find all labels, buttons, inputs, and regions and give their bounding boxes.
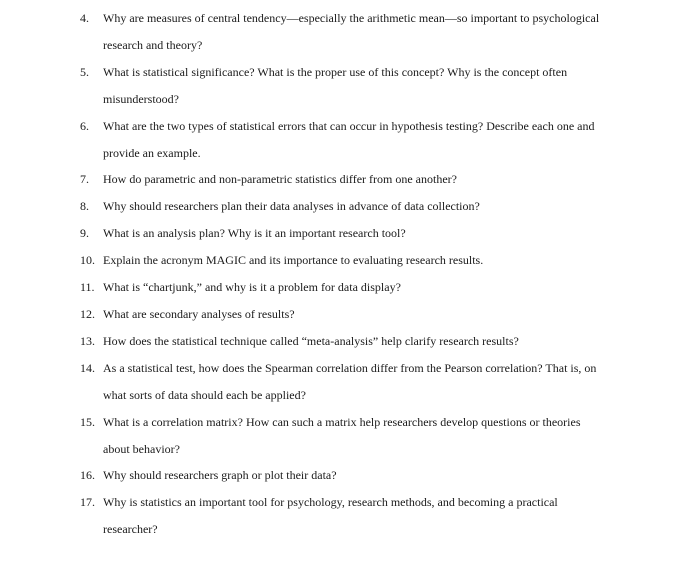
question-text: Explain the acronym MAGIC and its importance to evaluating research results.	[103, 253, 484, 268]
list-item	[80, 409, 605, 463]
question-number: 4.	[80, 11, 89, 25]
list-item	[80, 220, 605, 247]
question-number: 10.	[80, 253, 95, 268]
question-number: 16.	[80, 468, 95, 483]
list-item	[80, 301, 605, 328]
question-text: How do parametric and non-parametric statistics differ from one another?	[103, 172, 457, 187]
question-number: 15.	[80, 414, 95, 429]
question-text: What are the two types of statistical errors that can occur in hypothesis testing? Describe each one and provide an example.	[103, 118, 595, 160]
question-text: Why should researchers plan their data analyses in advance of data collection?	[103, 199, 480, 214]
question-number: 14.	[80, 360, 95, 375]
list-item	[80, 489, 605, 543]
list-item	[80, 59, 605, 113]
list-item	[80, 193, 605, 220]
list-item	[80, 166, 605, 193]
question-list	[80, 5, 605, 543]
question-text: What are secondary analyses of results?	[103, 306, 295, 321]
list-item	[80, 113, 605, 167]
question-number: 8.	[80, 199, 89, 214]
question-number: 13.	[80, 333, 95, 348]
list-item	[80, 5, 605, 59]
question-number: 11.	[80, 280, 95, 295]
list-item	[80, 462, 605, 489]
question-text: Why is statistics an important tool for psychology, research methods, and becoming a practical researcher?	[103, 495, 558, 537]
question-number: 6.	[80, 118, 89, 133]
question-text: Why are measures of central tendency—especially the arithmetic mean—so important to psychological research and theory?	[103, 11, 600, 52]
list-item	[80, 247, 605, 274]
question-number: 17.	[80, 495, 95, 510]
question-text: What is statistical significance? What is the proper use of this concept? Why is the concept often misunderstood?	[103, 64, 568, 106]
question-text: What is an analysis plan? Why is it an important research tool?	[103, 226, 406, 241]
list-item	[80, 355, 605, 409]
question-number: 7.	[80, 172, 89, 187]
question-number: 12.	[80, 306, 95, 321]
question-number: 5.	[80, 64, 89, 79]
question-text: As a statistical test, how does the Spearman correlation differ from the Pearson correlation? That is, on what sorts of data should each be applied?	[103, 360, 597, 402]
question-text: Why should researchers graph or plot their data?	[103, 468, 337, 483]
question-text: What is a correlation matrix? How can such a matrix help researchers develop questions or theories about behavior?	[103, 414, 581, 456]
list-item	[80, 328, 605, 355]
question-number: 9.	[80, 226, 89, 241]
question-text: How does the statistical technique called “meta-analysis” help clarify research results?	[103, 333, 519, 348]
question-text: What is “chartjunk,” and why is it a problem for data display?	[103, 280, 401, 295]
list-item	[80, 274, 605, 301]
